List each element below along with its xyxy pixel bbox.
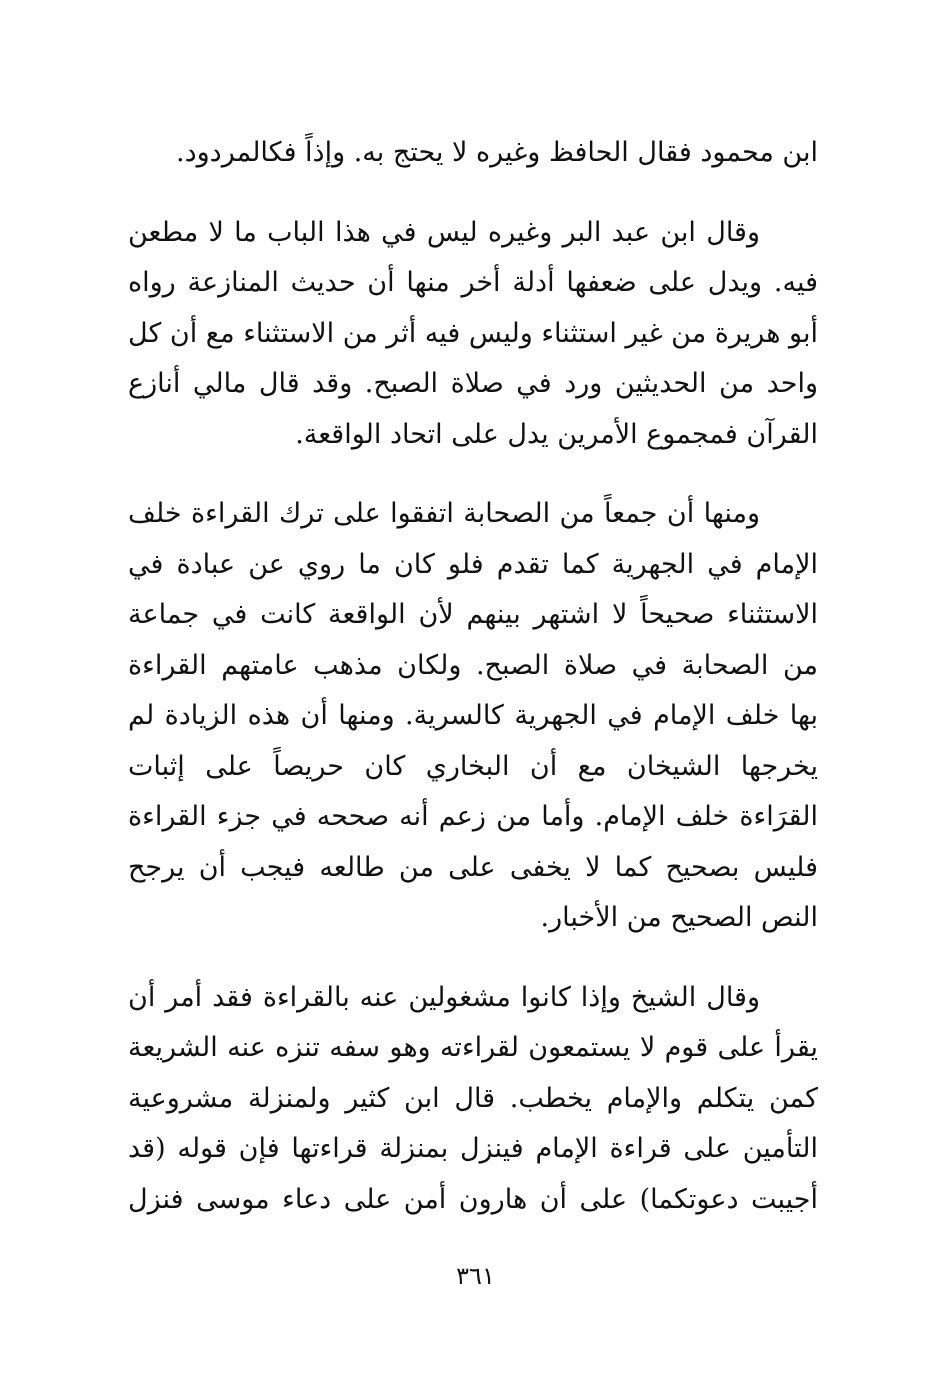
text-line: بها خلف الإمام في الجهرية كالسرية. ومنها أن هذه الزيادة لم [128, 700, 818, 731]
text-line: فليس بصحيح كما لا يخفى على من طالعه فيجب أن يرجح [128, 851, 818, 883]
paragraph-2 [128, 208, 818, 461]
paragraph-1 [128, 128, 818, 179]
text-line: أبو هريرة من غير استثناء وليس فيه أثر من الاستثناء مع أن كل [128, 317, 818, 349]
text-line: النص الصحيح من الأخبار. [540, 902, 818, 933]
text-line: التأمين على قراءة الإمام فينزل بمنزلة قراءتها فإن قوله (قد [128, 1133, 818, 1164]
body-text [128, 128, 818, 1254]
text-line: وقال الشيخ وإذا كانوا مشغولين عنه بالقراءة فقد أمر أن [128, 981, 760, 1013]
text-line: يخرجها الشيخان مع أن البخاري كان حريصاً على إثبات [128, 750, 818, 782]
page-number: ٣٦١ [456, 1262, 495, 1290]
text-line: الاستثناء صحيحاً لا اشتهر بينهم لأن الواقعة كانت في جماعة [128, 599, 818, 630]
paragraph-3 [128, 489, 818, 944]
text-line: أجيبت دعوتكما) على أن هارون أمن على دعاء موسى فنزل [128, 1183, 818, 1215]
text-line: واحد من الحديثين ورد في صلاة الصبح. وقد قال مالي أنازع [128, 368, 818, 399]
text-line: ابن محمود فقال الحافظ وغيره لا يحتج به. وإذاً فكالمردود. [176, 137, 818, 168]
text-line: وقال ابن عبد البر وغيره ليس في هذا الباب ما لا مطعن [128, 216, 760, 248]
text-line: ومنها أن جمعاً من الصحابة اتفقوا على ترك القراءة خلف [128, 498, 760, 529]
text-line: القرَاءة خلف الإمام. وأما من زعم أنه صححه في جزء القراءة [128, 801, 818, 832]
paragraph-4 [128, 973, 818, 1226]
text-line: الإمام في الجهرية كما تقدم فلو كان ما روي عن عبادة في [128, 548, 818, 580]
text-line: القرآن فمجموع الأمرين يدل على اتحاد الواقعة. [295, 418, 818, 450]
text-line: يقرأ على قوم لا يستمعون لقراءته وهو سفه تنزه عنه الشريعة [128, 1032, 818, 1063]
text-line: من الصحابة في صلاة الصبح. ولكان مذهب عامتهم القراءة [128, 649, 818, 681]
text-line: فيه. ويدل على ضعفها أدلة أخر منها أن حديث المنازعة رواه [128, 267, 818, 298]
text-line: كمن يتكلم والإمام يخطب. قال ابن كثير ولمنزلة مشروعية [128, 1082, 818, 1114]
